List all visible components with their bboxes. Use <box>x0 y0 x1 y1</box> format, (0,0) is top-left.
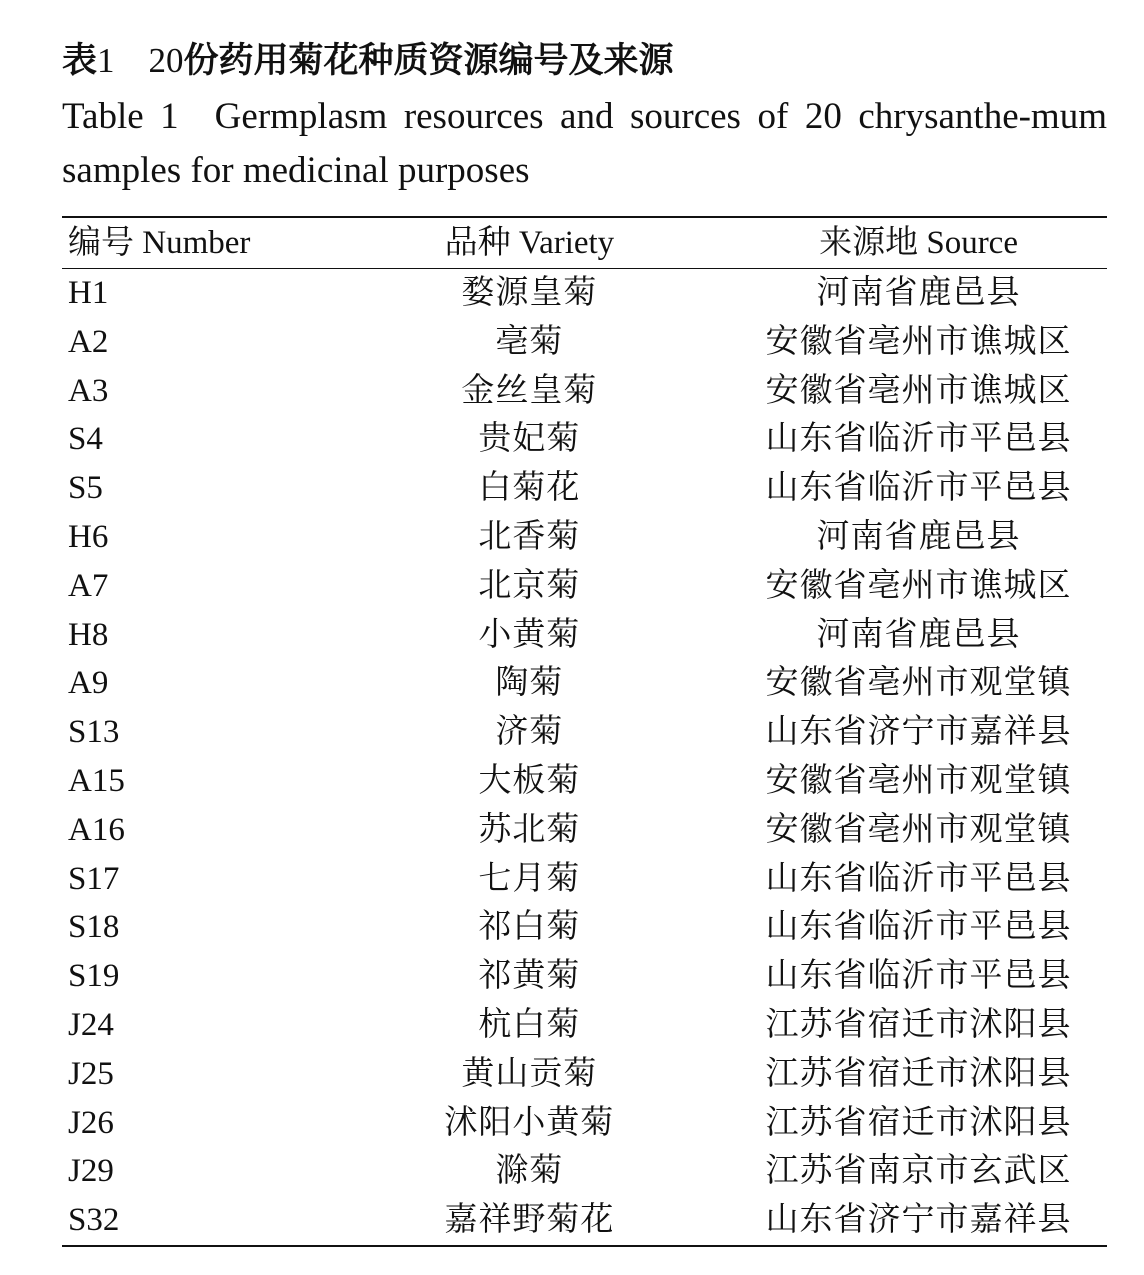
cell-number: H8 <box>68 616 109 653</box>
table-row <box>62 611 1107 660</box>
caption-cn-count: 20 <box>148 41 184 80</box>
cell-source: 山东省济宁市嘉祥县 <box>765 1202 1072 1239</box>
cell-number: S4 <box>68 421 103 458</box>
caption-english <box>62 90 1107 198</box>
cell-variety: 婺源皇菊 <box>461 275 598 311</box>
table-row <box>62 1001 1107 1050</box>
cell-variety: 亳菊 <box>495 323 564 360</box>
table-row <box>62 1099 1107 1148</box>
caption-chinese <box>62 36 1107 86</box>
table-row <box>62 415 1107 464</box>
cell-source: 江苏省宿迁市沭阳县 <box>765 1055 1072 1092</box>
table-row <box>62 757 1107 806</box>
table-row <box>62 806 1107 855</box>
caption-en-title: Germplasm resources and sources of 20 chrysanthe-mum samples for medicinal purposes <box>62 96 1107 191</box>
table-row <box>62 952 1107 1001</box>
cell-number: S32 <box>68 1202 120 1239</box>
cell-source: 山东省济宁市嘉祥县 <box>765 714 1072 751</box>
cell-source: 河南省鹿邑县 <box>816 275 1021 311</box>
cell-variety: 小黄菊 <box>478 616 581 653</box>
cell-number: A16 <box>68 811 125 848</box>
cell-variety: 大板菊 <box>478 762 581 799</box>
table-row <box>62 513 1107 562</box>
cell-source: 山东省临沂市平邑县 <box>765 421 1072 458</box>
cell-source: 山东省临沂市平邑县 <box>765 909 1072 946</box>
cell-variety: 嘉祥野菊花 <box>444 1202 615 1239</box>
cell-number: A3 <box>68 372 109 409</box>
cell-source: 河南省鹿邑县 <box>816 518 1021 555</box>
cell-number: H6 <box>68 518 109 555</box>
cell-source: 山东省临沂市平邑县 <box>765 860 1072 897</box>
cell-source: 安徽省亳州市谯城区 <box>765 567 1072 604</box>
table-row <box>62 1147 1107 1196</box>
table-row <box>62 1196 1107 1246</box>
cell-number: J24 <box>68 1006 114 1043</box>
cell-source: 江苏省南京市玄武区 <box>765 1153 1072 1190</box>
table-row <box>62 855 1107 904</box>
cell-number: A2 <box>68 323 109 360</box>
table-row <box>62 659 1107 708</box>
cell-source: 安徽省亳州市观堂镇 <box>765 665 1072 702</box>
cell-source: 河南省鹿邑县 <box>816 616 1021 653</box>
cell-source: 江苏省宿迁市沭阳县 <box>765 1104 1072 1141</box>
cell-variety: 金丝皇菊 <box>461 372 598 409</box>
cell-variety: 七月菊 <box>478 860 581 897</box>
cell-variety: 滁菊 <box>495 1153 564 1190</box>
table-row <box>62 269 1107 318</box>
cell-variety: 白菊花 <box>478 470 581 507</box>
table-body <box>62 269 1107 1246</box>
cell-source: 山东省临沂市平邑县 <box>765 470 1072 507</box>
cell-variety: 黄山贡菊 <box>461 1055 598 1092</box>
cell-number: S13 <box>68 714 120 751</box>
cell-variety: 祁黄菊 <box>478 958 581 995</box>
cell-variety: 沭阳小黄菊 <box>444 1104 615 1141</box>
cell-source: 安徽省亳州市观堂镇 <box>765 811 1072 848</box>
cell-number: S18 <box>68 909 120 946</box>
caption-en-label: Table 1 <box>62 96 179 137</box>
header-variety: 品种 Variety <box>329 217 730 269</box>
cell-number: A15 <box>68 762 125 799</box>
header-source: 来源地 Source <box>730 217 1107 269</box>
cell-number: S17 <box>68 860 120 897</box>
caption-cn-title: 份药用菊花种质资源编号及来源 <box>183 41 674 81</box>
cell-source: 安徽省亳州市谯城区 <box>765 372 1072 409</box>
cell-variety: 陶菊 <box>495 665 564 702</box>
cell-source: 安徽省亳州市谯城区 <box>765 323 1072 360</box>
cell-number: H1 <box>68 275 109 311</box>
table-row <box>62 367 1107 416</box>
cell-number: J29 <box>68 1153 114 1190</box>
germplasm-table <box>62 216 1107 1247</box>
cell-number: S5 <box>68 470 103 507</box>
caption-cn-label: 表 <box>62 41 98 81</box>
cell-variety: 北京菊 <box>478 567 581 604</box>
cell-source: 江苏省宿迁市沭阳县 <box>765 1006 1072 1043</box>
caption-cn-number: 1 <box>97 41 115 80</box>
cell-number: A7 <box>68 567 109 604</box>
table-row <box>62 464 1107 513</box>
cell-number: J25 <box>68 1055 114 1092</box>
cell-variety: 贵妃菊 <box>478 421 581 458</box>
table-caption <box>62 36 1107 198</box>
table-row <box>62 1050 1107 1099</box>
cell-variety: 杭白菊 <box>478 1006 581 1043</box>
header-number: 编号 Number <box>62 217 329 269</box>
table-header-row <box>62 217 1107 269</box>
table-row <box>62 562 1107 611</box>
table-row <box>62 318 1107 367</box>
cell-number: A9 <box>68 665 109 702</box>
cell-number: J26 <box>68 1104 114 1141</box>
table-row <box>62 708 1107 757</box>
cell-number: S19 <box>68 958 120 995</box>
cell-variety: 济菊 <box>495 714 564 751</box>
cell-variety: 苏北菊 <box>478 811 581 848</box>
cell-source: 山东省临沂市平邑县 <box>765 958 1072 995</box>
cell-variety: 北香菊 <box>478 518 581 555</box>
cell-source: 安徽省亳州市观堂镇 <box>765 762 1072 799</box>
cell-variety: 祁白菊 <box>478 909 581 946</box>
table-row <box>62 903 1107 952</box>
